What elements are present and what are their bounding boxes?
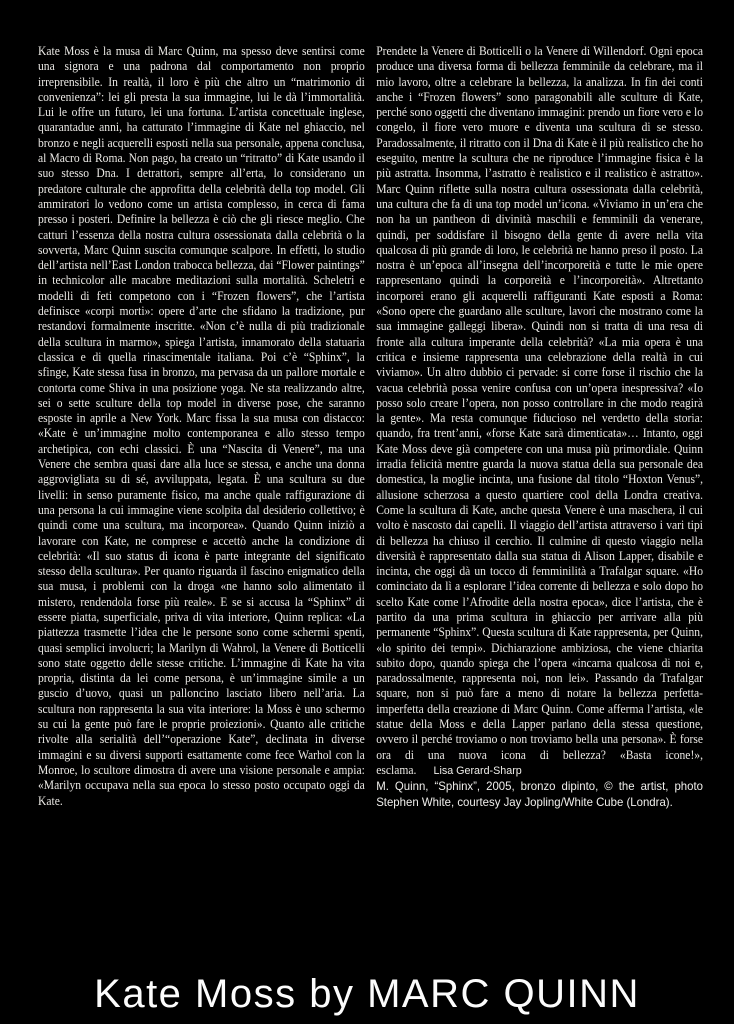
article-column-right	[376, 44, 703, 810]
photo-caption: M. Quinn, “Sphinx”, 2005, bronzo dipinto, © the artist, photo Stephen White, courtesy Jay Jopling/White Cube (Londra).	[376, 779, 703, 809]
author-credit: Lisa Gerard-Sharp	[433, 764, 522, 777]
article-body	[38, 44, 703, 810]
article-column-left	[38, 44, 365, 810]
column-right-body-text: Prendete la Venere di Botticelli o la Venere di Willendorf. Ogni epoca produce una diversa forma di bellezza femminile da celebrare, ma il mio lavoro, oltre a celebrare la bellezza, la analizza. In fin dei conti anche i “Frozen flowers” sono paragonabili alle sculture di Kate, perché sono oggetti che diventano immagini: prendo un fiore vero e lo congelo, il fiore vero muore e diventa una scultura di se stesso. Paradossalmente, il ritratto con il Dna di Kate è il più realistico che ho eseguito, mentre la scultura che ne riproduce l’immagine fisica è la più astratta. Insomma, l’astratto è realistico e il realistico è astratto». Marc Quinn riflette sulla nostra cultura ossessionata dalla celebrità, una cultura che fa di una top model un’icona. «Viviamo in un’era che non ha un pantheon di divinità maschili e femminili da venerare, quindi, per soddisfare il bisogno della gente di avere nella vita qualcosa di più grande di loro, le celebrità ne hanno preso il posto. La nostra è un’epoca all’insegna dell’incorporeità e tutte le mie opere rappresentano quindi la corporeità e l’incorporeità». Altrettanto incorporei erano gli acquerelli raffiguranti Kate esposti a Roma: «Sono opere che guardano alle sculture, lavori che mostrano come la sua immagine galleggi libera». Quindi non si tratta di una resa di fronte alla cultura imperante della celebrità? «La mia opera è una critica e insieme rappresenta una celebrazione della realtà in cui viviamo». Un altro dubbio ci pervade: si corre forse il rischio che la vacua celebrità possa venire confusa con un’opera inespressiva? «Io posso solo creare l’opera, non posso controllare in che modo reagirà la gente». Ma resta comunque fiducioso nel verdetto della storia: quando, fra trent’anni, «forse Kate sarà dimenticata»… Intanto, oggi Kate Moss deve già competere con una musa più primordiale. Quinn irradia felicità mentre guarda la nuova statua della sua personale dea domestica, la moglie incinta, una fusione dal titolo “Hoxton Venus”, allusione scherzosa a questo quartiere cool della Londra creativa. Come la scultura di Kate, anche questa Venere è una maschera, il cui volto è nascosto dai capelli. Il viaggio dell’artista attraverso i vari tipi di bellezza ha chiuso il cerchio. Il culmine di questo viaggio nella diversità è rappresentato dalla sua statua di Alison Lapper, disabile e incinta, che oggi dà un tocco di femminilità a Trafalgar square. «Ho cominciato da lì a esplorare l’idea corrente di bellezza e solo dopo ho scelto Kate come l’Afrodite della nostra epoca», dice l’artista, che è partito da una prima scultura in ghiaccio per arrivare alla più permanente “Sphinx”. Questa scultura di Kate rappresenta, per Quinn, «lo spirito dei tempi». Dichiarazione ambiziosa, che viene chiarita subito dopo, quando spiega che l’opera «incarna qualcosa di noi e, paradossalmente, rappresenta noi, non lei». Passando da Trafalgar square, non si può fare a meno di notare la bellezza perfetta-imperfetta della creazione di Marc Quinn. Come afferma l’artista, «le statue della Moss e della Lapper parlano della stessa questione, ovvero il perché troviamo o non troviamo bella una persona». È forse ora di una nuova icona di bellezza? «Basta icone!», esclama.	[376, 44, 703, 777]
article-column-right-text	[376, 44, 703, 779]
article-column-left-text: Kate Moss è la musa di Marc Quinn, ma spesso deve sentirsi come una signora e una padrona dal comportamento non proprio irreprensibile. In realtà, il loro è più che altro un “matrimonio di convenienza”: lei gli presta la sua immagine, lui le dà l’immortalità. Lui le offre un futuro, lei una fortuna. L’artista concettuale inglese, quarantadue anni, ha catturato l’immagine di Kate nel ghiaccio, nel bronzo e negli acquerelli esposti nella sua personale, appena conclusa, al Macro di Roma. Non pago, ha creato un “ritratto” di Kate usando il suo stesso Dna. I detrattori, sempre all’erta, lo considerano un predatore culturale che approfitta della celebrità della top model. Gli ammiratori lo vedono come un artista complesso, in cerca di fama presso i posteri. Definire la bellezza è ciò che gli riesce meglio. Che catturi l’essenza della nostra cultura ossessionata dalla celebrità o la sovverta, Marc Quinn suscita comunque scalpore. In effetti, lo studio dell’artista nell’East London trabocca bellezza, dai “Flower paintings” in technicolor alle macabre meditazioni sulla mortalità. Scheletri e modelli di feti competono con i “Frozen flowers”, che l’artista definisce «corpi morti»: opere d’arte che sfidano la tradizione, pur restandovi formalmente inscritte. «Non c’è nulla di più tradizionale della scultura in marmo», spiega l’artista, innamorato della statuaria classica e di quella rinascimentale italiana. Poi c’è “Sphinx”, la sfinge, Kate stessa fusa in bronzo, ma pervasa da un pallore mortale e contorta come Shiva in una posizione yoga. Ne sta realizzando altre, sei o sette sculture della top model in diverse pose, che saranno esposte in aprile a New York. Marc fissa la sua musa con distacco: «Kate è un’immagine molto contemporanea e allo stesso tempo archetipica, con echi classici. È una “Nascita di Venere”, ma una Venere che sembra quasi dare alla luce se stessa, e anche una donna aggrovigliata su di sé, avviluppata, legata. È una scultura su due livelli: in senso puramente fisico, ma anche quale raffigurazione di una persona la cui immagine viene scolpita dal desiderio collettivo; è quindi come una scultura, ma incorporea». Quando Quinn iniziò a lavorare con Kate, ne comprese e accettò anche la condizione di celebrità: «Il suo status di icona è parte integrante del significato stesso della scultura». Per quanto riguarda il fascino enigmatico della sua musa, i problemi con la droga «ne hanno solo alimentato il mistero, rendendola forse più reale». E se si accusa la “Sphinx” di essere piatta, superficiale, priva di vita interiore, Quinn replica: «La piattezza trasmette l’idea che le persone sono come schermi spenti, quasi semplici involucri; la Marilyn di Wahrol, la Venere di Botticelli sono state oggetto delle stesse critiche. L’immagine di Kate ha vita propria, distinta da lei come persona, è un’immagine simile a un guscio d’uovo, quasi un palloncino lasciato libero nell’aria. La scultura non rappresenta la sua vita interiore: la Moss è uno schermo su cui la gente può fare le proprie proiezioni». Quanto alle critiche rivolte alla serialità dell’“operazione Kate”, declinata in diverse immagini e su diversi supporti esattamente come fece Warhol con la Monroe, lo scultore dimostra di avere una visione personale e ampia: «Marilyn occupava nella sua epoca lo stesso posto occupato oggi da Kate.	[38, 44, 365, 808]
page-title: Kate Moss by MARC QUINN	[94, 972, 640, 1016]
